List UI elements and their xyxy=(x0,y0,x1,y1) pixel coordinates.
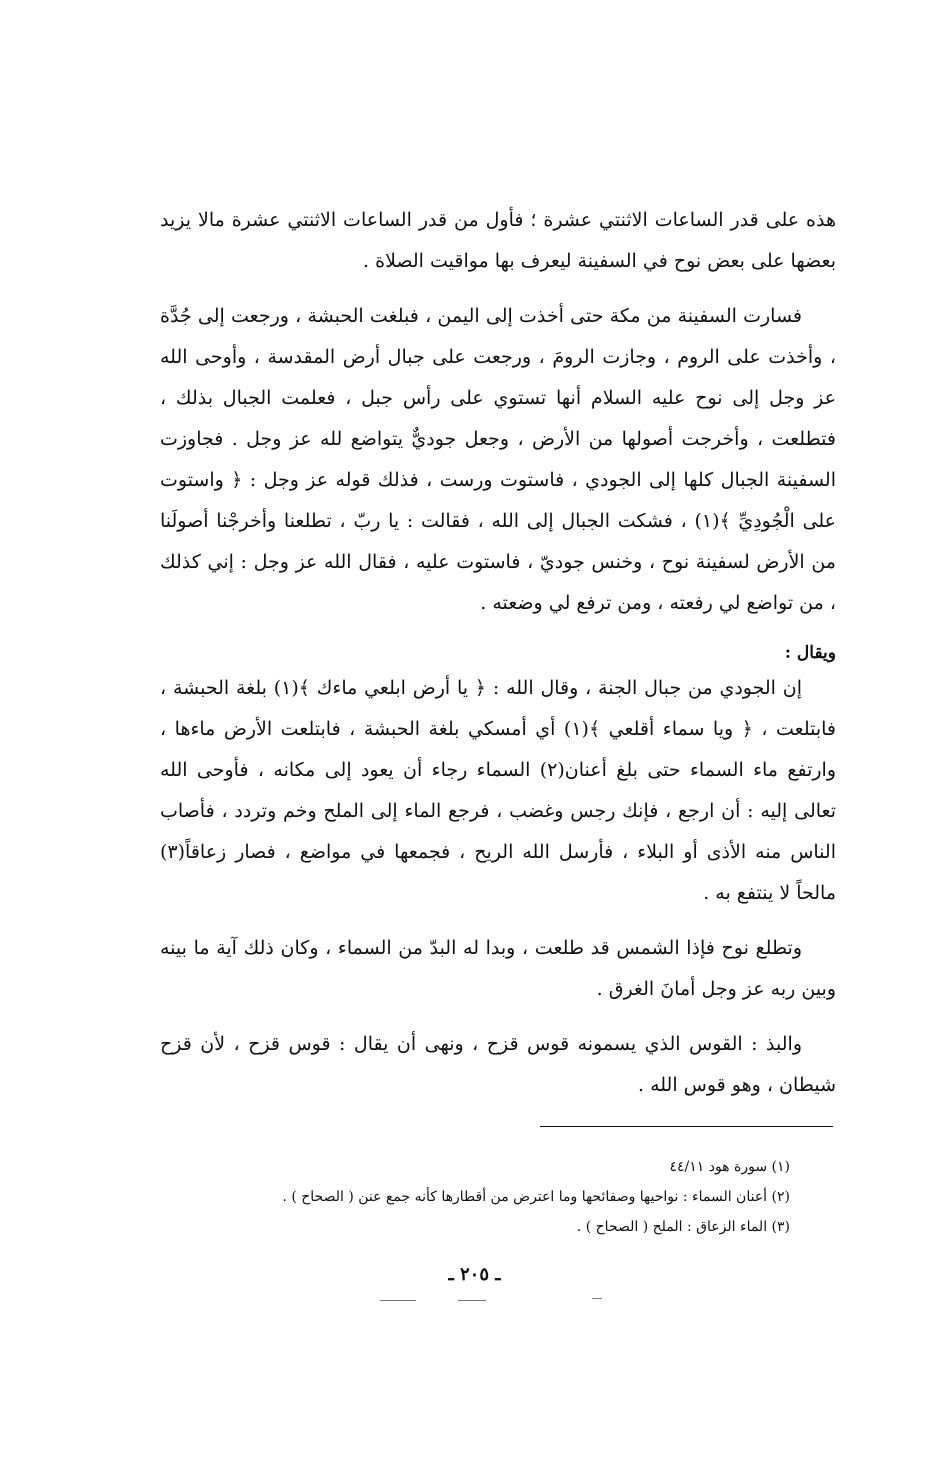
footnote-3: (٣) الماء الزعاق : الملح ( الصحاح ) . xyxy=(576,1219,790,1235)
main-text xyxy=(160,200,836,1120)
scan-mark xyxy=(380,1300,416,1301)
section-heading: ويقال : xyxy=(784,643,836,663)
paragraph-rainbow-sign: وتطلع نوح فإذا الشمس قد طلعت ، وبدا له البدّ من السماء ، وكان ذلك آية ما بينه وبين ربه عز وجل أمانَ الغرق . xyxy=(160,937,836,1000)
scan-artifacts xyxy=(380,1300,600,1306)
paragraph-ark-journey: فسارت السفينة من مكة حتى أخذت إلى اليمن ، فبلغت الحبشة ، ورجعت إلى جُدَّة ، وأخذت على الروم ، وجازت الرومَ ، ورجعت على جبال أرض المقدسة ، وأوحى الله عز وجل إلى نوح عليه السلام أنها تستوي على رأس جبل ، فعلمت الجبال بذلك ، فتطلعت ، وأخرجت أصولها من الأرض ، وجعل جوديٌّ يتواضع لله عز وجل . فجاوزت السفينة الجبال كلها إلى الجودي ، فاستوت ورست ، فذلك قوله عز وجل : ﴿ واستوت على الْجُودِيِّ ﴾(١) ، فشكت الجبال إلى الله ، فقالت : يا ربّ ، تطلعنا وأخرجْنا أصولَنا من الأرض لسفينة نوح ، وخنس جوديّ ، فاستوت عليه ، فقال الله عز وجل : إني كذلك ، من تواضع لي رفعته ، ومن ترفع لي وضعته . xyxy=(160,305,837,614)
footnote-1: (١) سورة هود ٤٤/١١ xyxy=(669,1159,790,1175)
scan-mark xyxy=(592,1298,602,1299)
scan-mark xyxy=(458,1300,486,1301)
page-number: ـ ٢٠٥ ـ xyxy=(448,1264,501,1285)
footnote-2: (٢) أعنان السماء : نواحيها وصفائحها وما اعترض من أقطارها كأنه جمع عنن ( الصحاح ) . xyxy=(282,1189,790,1205)
footnote-divider xyxy=(540,1126,833,1127)
paragraph-qaws-quzah: والبذ : القوس الذي يسمونه قوس قزح ، ونهى أن يقال : قوس قزح ، لأن قزح شيطان ، وهو قوس الله . xyxy=(160,1033,836,1096)
paragraph-hours: هذه على قدر الساعات الاثنتي عشرة ؛ فأول من قدر الساعات الاثنتي عشرة مالا يزيد بعضها على بعض نوح في السفينة ليعرف بها مواقيت الصلاة . xyxy=(160,209,836,272)
paragraph-judi-paradise: إن الجودي من جبال الجنة ، وقال الله : ﴿ يا أرض ابلعي ماءك ﴾(١) بلغة الحبشة ، فابتلعت ، ﴿ ويا سماء أقلعي ﴾(١) أي أمسكي بلغة الحبشة ، فابتلعت الأرض ماءها ، وارتفع ماء السماء حتى بلغ أعنان(٢) السماء رجاء أن يعود إلى مكانه ، فأوحى الله تعالى إليه : أن ارجع ، فإنك رجس وغضب ، فرجع الماء إلى الملح وخم وتردد ، فأصاب الناس منه الأذى أو البلاء ، فأرسل الله الريح ، فجمعها في مواضع ، فصار زعاقاً(٣) مالحاً لا ينتفع به . xyxy=(160,677,836,904)
footnotes xyxy=(160,1152,790,1242)
